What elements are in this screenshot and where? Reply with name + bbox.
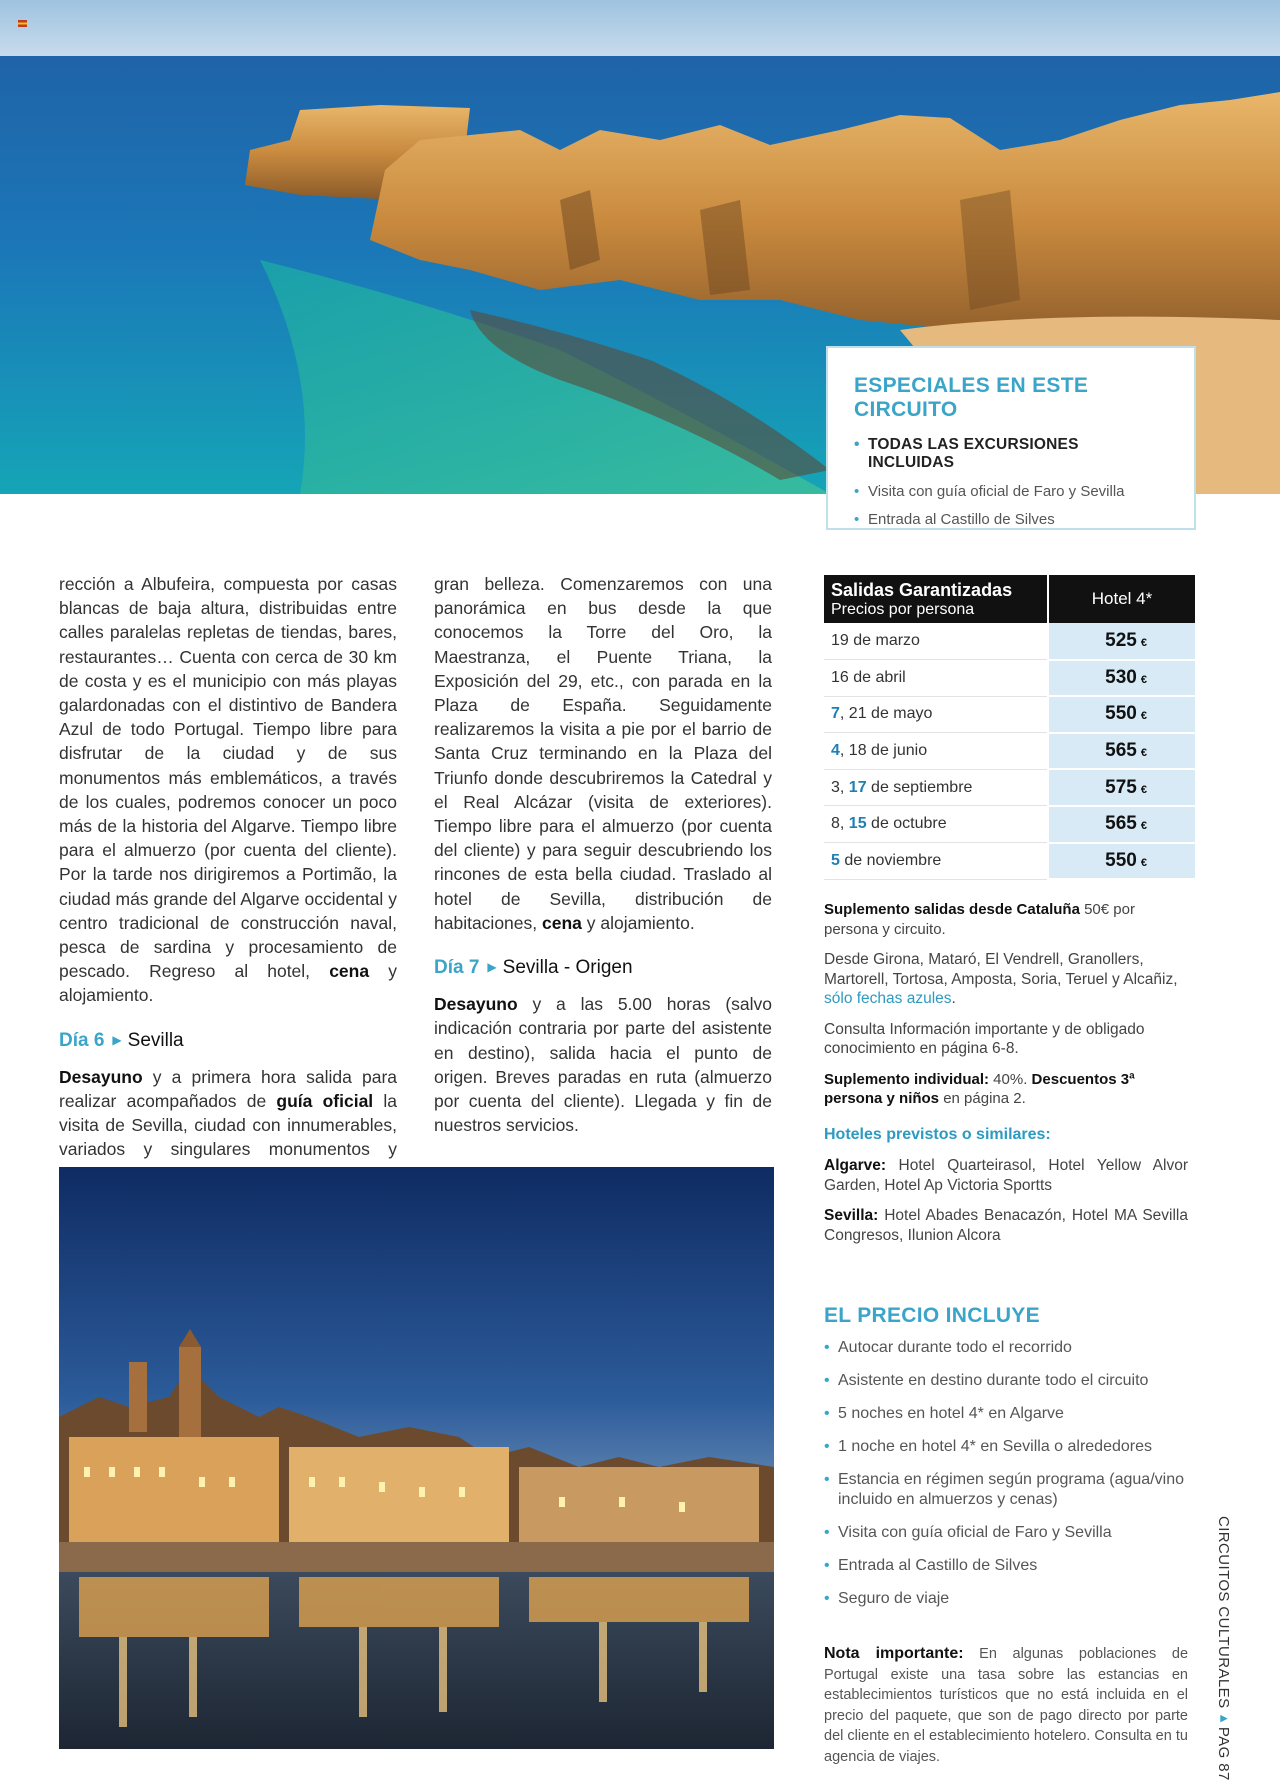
includes-item: • Visita con guía oficial de Faro y Sevilla	[824, 1523, 1188, 1543]
price-table-header	[824, 575, 1195, 623]
departure-date: 7, 21 de mayo	[824, 696, 1048, 733]
departure-date: 8, 15 de octubre	[824, 806, 1048, 843]
price-value: 565 €	[1048, 806, 1195, 843]
price-row	[824, 660, 1195, 697]
itinerary-column-2	[434, 572, 772, 1137]
specials-box	[826, 346, 1196, 530]
price-row	[824, 806, 1195, 843]
important-info-note: Consulta Información importante y de obligado conocimiento en página 6-8.	[824, 1020, 1145, 1057]
specials-item: • Visita con guía oficial de Faro y Sevilla	[854, 483, 1168, 500]
specials-item: • Entrada al Castillo de Silves	[854, 511, 1168, 528]
day7-number: Día 7	[434, 957, 480, 979]
includes-item: • 5 noches en hotel 4* en Algarve	[824, 1404, 1188, 1424]
hotels-algarve: Algarve: Hotel Quarteirasol, Hotel Yellow Alvor Garden, Hotel Ap Victoria Sportts	[824, 1157, 1188, 1194]
includes-item: • Asistente en destino durante todo el circuito	[824, 1371, 1188, 1391]
important-note: Nota importante: En algunas poblaciones de Portugal existe una tasa sobre las estancias en establecimientos turísticos que no está incluida en el precio del paquete, que son de pago directo por parte del cliente en el establecimiento hotelero. Consulta en tu agencia de viajes.	[824, 1645, 1189, 1765]
hotel-column-header: Hotel 4*	[1048, 575, 1195, 623]
price-value: 525 €	[1048, 623, 1195, 660]
side-section-label	[1214, 1516, 1242, 1781]
includes-item: • 1 noche en hotel 4* en Sevilla o alrededores	[824, 1437, 1188, 1457]
page-number: PAG 87	[1215, 1726, 1232, 1781]
day6-number: Día 6	[59, 1029, 105, 1051]
price-table-title-cell: Salidas Garantizadas Precios por persona	[824, 575, 1048, 623]
flag-mark-icon	[18, 20, 27, 27]
price-includes	[824, 1304, 1188, 1622]
day6-place: Sevilla	[127, 1029, 184, 1051]
includes-item: • Estancia en régimen según programa (agua/vino incluido en almuerzos y cenas)	[824, 1470, 1188, 1509]
triangle-right-icon: ▸	[1215, 1708, 1232, 1727]
price-table	[824, 575, 1195, 880]
price-value: 550 €	[1048, 696, 1195, 733]
day6-heading	[59, 1028, 397, 1053]
hotels-title: Hoteles previstos o similares:	[824, 1125, 1051, 1143]
price-row	[824, 733, 1195, 770]
includes-item: • Autocar durante todo el recorrido	[824, 1338, 1188, 1358]
day5-paragraph: rección a Albufeira, compuesta por casas blancas de baja altura, distribuidas entre calles paralelas repletas de tiendas, bares, restaurantes… Cuenta con cerca de 30 km de costa y es el municipio con más playas galardonadas con el distintivo de Bandera Azul de todo Portugal. Tiempo libre para disfrutar de la ciudad y de sus monumentos más emblemáticos, a través de los cuales, podremos conocer un poco más de la historia del Algarve. Tiempo libre para el almuerzo (por cuenta del cliente). Por la tarde nos dirigiremos a Portimão, la ciudad más grande del Algarve occidental y centro tradicional de construcción naval, pesca de sardina y procesamiento de pescado. Regreso al hotel, cena y alojamiento.	[59, 574, 397, 1006]
price-value: 530 €	[1048, 660, 1195, 697]
price-value: 565 €	[1048, 733, 1195, 770]
departure-date: 5 de noviembre	[824, 843, 1048, 880]
price-value: 550 €	[1048, 843, 1195, 880]
includes-item: • Seguro de viaje	[824, 1589, 1188, 1609]
day6-paragraph: Desayuno y a primera hora salida para realizar acompañados de guía oficial la visita de Sevilla, ciudad con innumerables, variados y singulares monumentos y	[59, 1066, 398, 1160]
town-dusk-photo	[59, 1167, 774, 1749]
departure-date: 3, 17 de septiembre	[824, 769, 1048, 806]
departure-cities: Desde Girona, Mataró, El Vendrell, Granollers, Martorell, Tortosa, Amposta, Soria, Teruel y Alcañiz, sólo fechas azules.	[824, 951, 1178, 1007]
day7-paragraph: Desayuno y a las 5.00 horas (salvo indicación contraria por parte del asistente en destino), salida hacia el punto de origen. Breves paradas en ruta (almuerzo por cuenta del cliente). Llegada y fin de nuestros servicios.	[434, 994, 772, 1136]
price-notes	[824, 900, 1188, 1256]
catalonia-supplement: Suplemento salidas desde Cataluña 50€ por persona y circuito.	[824, 901, 1135, 938]
price-row	[824, 696, 1195, 733]
hotels-sevilla: Sevilla: Hotel Abades Benacazón, Hotel MA Sevilla Congresos, Ilunion Alcora	[824, 1207, 1188, 1244]
includes-item: • Entrada al Castillo de Silves	[824, 1556, 1188, 1576]
price-value: 575 €	[1048, 769, 1195, 806]
includes-list	[824, 1338, 1188, 1608]
includes-title: EL PRECIO INCLUYE	[824, 1304, 1040, 1327]
triangle-right-icon: ▶	[112, 1032, 122, 1047]
day7-heading	[434, 955, 772, 980]
departure-date: 19 de marzo	[824, 623, 1048, 660]
section-name: CIRCUITOS CULTURALES	[1215, 1516, 1232, 1709]
individual-supplement: Suplemento individual: 40%. Descuentos 3ª persona y niños en página 2.	[824, 1070, 1135, 1107]
price-row	[824, 769, 1195, 806]
day6-continued-paragraph: gran belleza. Comenzaremos con una panorámica en bus desde la que conocemos la Torre del Oro, la Maestranza, el Puente Triana, la Exposición del 29, etc., con parada en la Plaza de España. Seguidamente realizaremos la visita a pie por el barrio de Santa Cruz terminando en la Plaza del Triunfo donde descubriremos la Catedral y el Real Alcázar (visita de exteriores). Tiempo libre para el almuerzo (por cuenta del cliente) y para seguir descubriendo los rincones de esta bella ciudad. Traslado al hotel de Sevilla, distribución de habitaciones, cena y alojamiento.	[434, 574, 772, 933]
specials-list	[854, 436, 1168, 528]
day7-place: Sevilla - Origen	[502, 957, 633, 979]
departure-date: 4, 18 de junio	[824, 733, 1048, 770]
departure-date: 16 de abril	[824, 660, 1048, 697]
itinerary-column-1	[59, 572, 397, 1186]
price-row	[824, 843, 1195, 880]
price-row	[824, 623, 1195, 660]
triangle-right-icon: ▶	[487, 960, 497, 975]
specials-item: • TODAS LAS EXCURSIONES INCLUIDAS	[854, 436, 1168, 472]
specials-title: ESPECIALES EN ESTE CIRCUITO	[854, 374, 1089, 421]
